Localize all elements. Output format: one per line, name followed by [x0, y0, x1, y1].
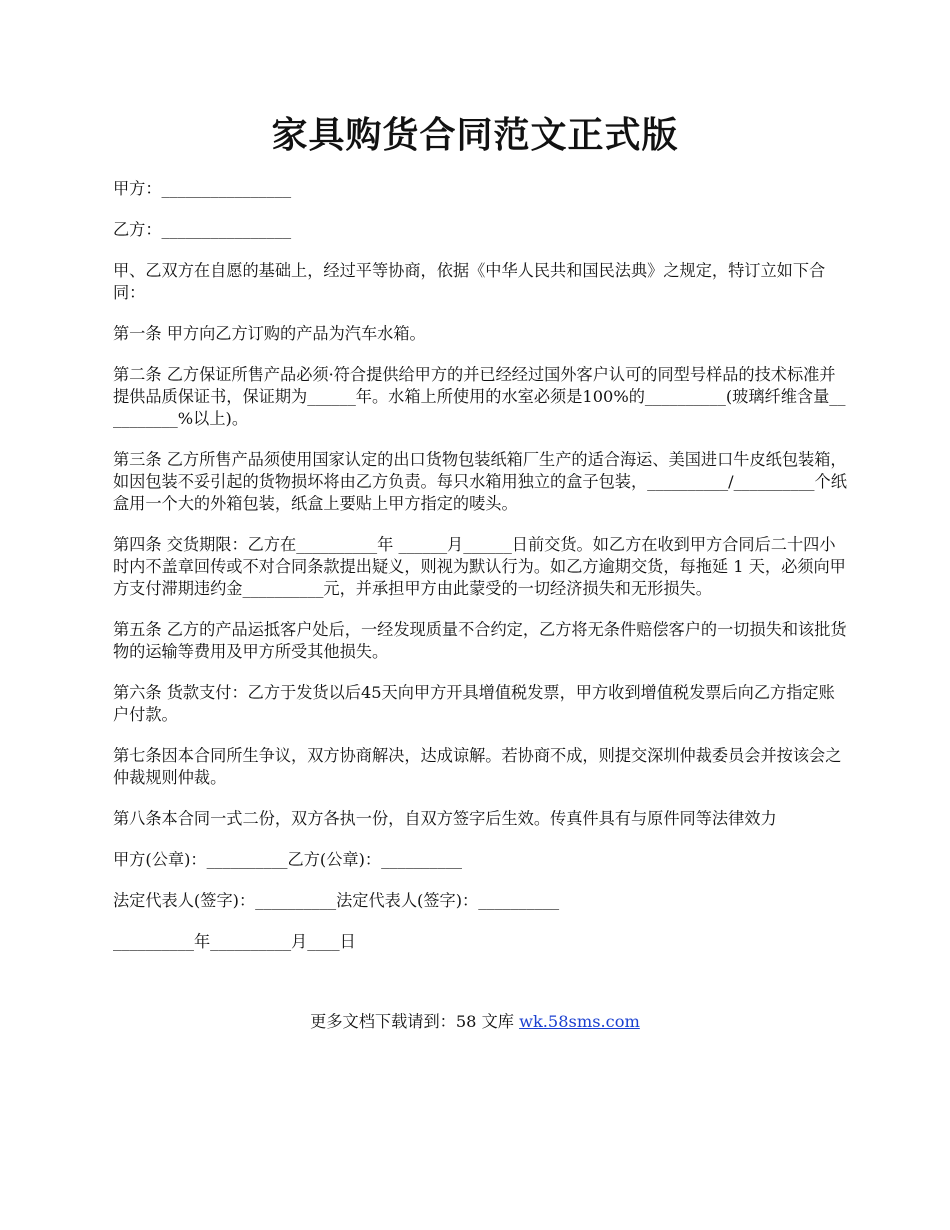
- date-line: __________年__________月____日: [113, 932, 356, 951]
- download-footer: [0, 1011, 950, 1033]
- signature-line: 法定代表人(签字)：__________法定代表人(签字)：__________: [113, 891, 560, 910]
- footer-link[interactable]: wk.58sms.com: [519, 1012, 640, 1031]
- seal-line: 甲方(公章)：__________乙方(公章)：__________: [113, 850, 463, 869]
- article-7: 第七条因本合同所生争议，双方协商解决，达成谅解。若协商不成，则提交深圳仲裁委员会并按该会之仲裁规则仲裁。: [113, 746, 842, 787]
- article-6: 第六条 货款支付：乙方于发货以后45天向甲方开具增值税发票，甲方收到增值税发票后向乙方指定账户付款。: [113, 683, 835, 724]
- article-5: 第五条 乙方的产品运抵客户处后，一经发现质量不合约定，乙方将无条件赔偿客户的一切损失和该批货物的运输等费用及甲方所受其他损失。: [113, 620, 847, 661]
- article-8: 第八条本合同一式二份，双方各执一份，自双方签字后生效。传真件具有与原件同等法律效力: [113, 809, 777, 828]
- footer-text: 更多文档下载请到：58 文库: [310, 1012, 520, 1031]
- article-4: 第四条 交货期限：乙方在__________年 ______月______日前交货。如乙方在收到甲方合同后二十四小时内不盖章回传或不对合同条款提出疑义，则视为默认行为。如乙方逾期交货，每拖延 1 天，必须向甲方支付滞期违约金__________元，并承担甲方由此蒙受的一切经济损失和无形损失。: [113, 535, 846, 598]
- article-3: 第三条 乙方所售产品须使用国家认定的出口货物包装纸箱厂生产的适合海运、美国进口牛皮纸包装箱，如因包装不妥引起的货物损坏将由乙方负责。每只水箱用独立的盒子包装，__________/__________个纸盒用一个大的外箱包装，纸盒上要贴上甲方指定的唛头。: [113, 450, 847, 513]
- article-1: 第一条 甲方向乙方订购的产品为汽车水箱。: [113, 324, 426, 343]
- party-b-line: 乙方：________________: [113, 220, 292, 239]
- contract-body: [113, 178, 848, 972]
- party-a-line: 甲方：________________: [113, 179, 292, 198]
- preamble-paragraph: 甲、乙双方在自愿的基础上，经过平等协商，依据《中华人民共和国民法典》之规定，特订立如下合同：: [113, 261, 826, 302]
- article-2: 第二条 乙方保证所售产品必须·符合提供给甲方的并已经经过国外客户认可的同型号样品的技术标准并提供品质保证书，保证期为______年。水箱上所使用的水室必须是100%的__________(玻璃纤维含量__________%以上)。: [113, 365, 846, 428]
- document-title: 家具购货合同范文正式版: [271, 114, 679, 156]
